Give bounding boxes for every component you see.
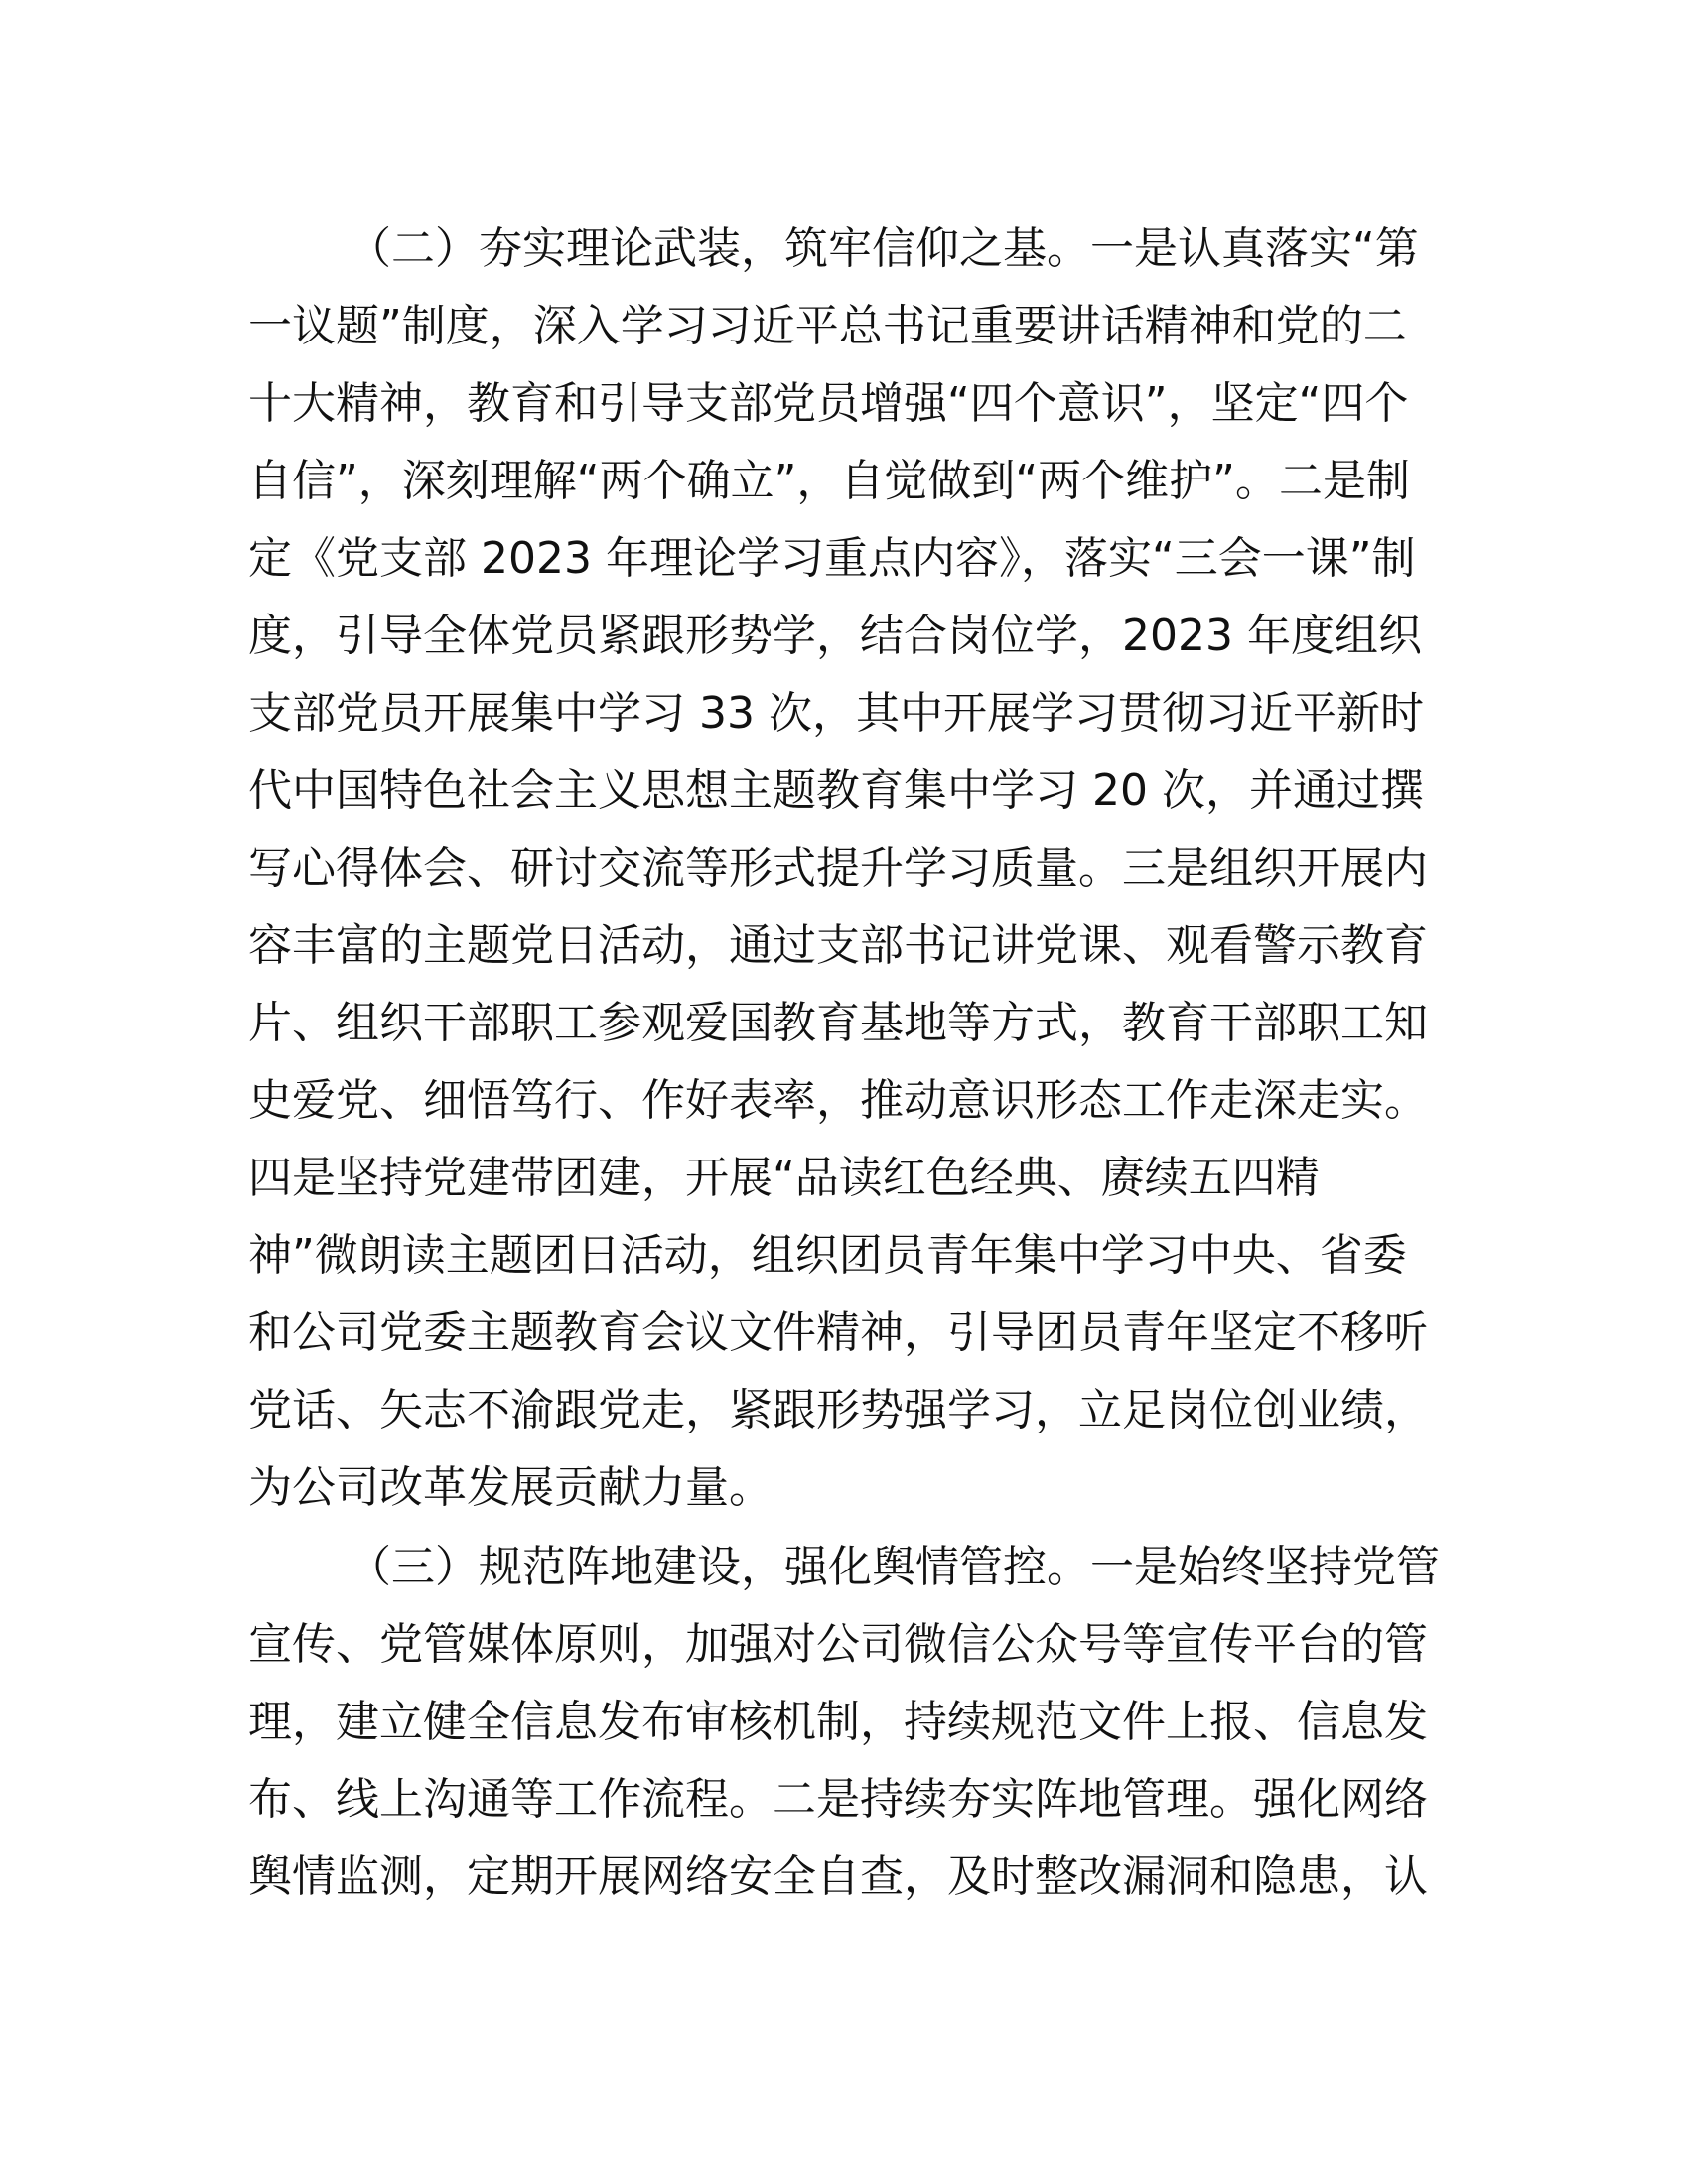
paragraph-line: 一议题”制度，深入学习习近平总书记重要讲话精神和党的二 xyxy=(248,301,1407,351)
paragraph-line: 代中国特色社会主义思想主题教育集中学习 20 次，并通过撰 xyxy=(248,765,1424,816)
paragraph-line: （三）规范阵地建设，强化舆情管控。一是始终坚持党管 xyxy=(348,1542,1440,1592)
paragraph-line: 定《党支部 2023 年理论学习重点内容》，落实“三会一课”制 xyxy=(248,533,1416,584)
paragraph-line: 史爱党、细悟笃行、作好表率，推动意识形态工作走深走实。 xyxy=(248,1075,1428,1126)
paragraph-line: （二）夯实理论武装，筑牢信仰之基。一是认真落实“第 xyxy=(348,223,1419,274)
paragraph-line: 自信”，深刻理解“两个确立”，自觉做到“两个维护”。二是制 xyxy=(248,456,1410,506)
paragraph-line: 片、组织干部职工参观爱国教育基地等方式，教育干部职工知 xyxy=(248,998,1428,1048)
paragraph-line: 写心得体会、研讨交流等形式提升学习质量。三是组织开展内 xyxy=(248,843,1428,893)
paragraph-position-building xyxy=(248,1529,1440,1916)
paragraph-line: 理，建立健全信息发布审核机制，持续规范文件上报、信息发 xyxy=(248,1697,1428,1747)
paragraph-theory-study xyxy=(248,210,1440,1527)
paragraph-line: 宣传、党管媒体原则，加强对公司微信公众号等宣传平台的管 xyxy=(248,1619,1428,1670)
paragraph-line: 度，引导全体党员紧跟形势学，结合岗位学，2023 年度组织 xyxy=(248,611,1422,661)
paragraph-line: 和公司党委主题教育会议文件精神，引导团员青年坚定不移听 xyxy=(248,1307,1428,1358)
paragraph-line: 为公司改革发展贡献力量。 xyxy=(248,1462,773,1513)
paragraph-line: 十大精神，教育和引导支部党员增强“四个意识”，坚定“四个 xyxy=(248,378,1409,429)
paragraph-line: 神”微朗读主题团日活动，组织团员青年集中学习中央、省委 xyxy=(248,1230,1407,1281)
paragraph-line: 支部党员开展集中学习 33 次，其中开展学习贯彻习近平新时 xyxy=(248,688,1424,739)
paragraph-line: 布、线上沟通等工作流程。二是持续夯实阵地管理。强化网络 xyxy=(248,1774,1428,1825)
paragraph-line: 四是坚持党建带团建，开展“品读红色经典、赓续五四精 xyxy=(248,1153,1320,1203)
paragraph-line: 党话、矢志不渝跟党走，紧跟形势强学习，立足岗位创业绩， xyxy=(248,1385,1428,1435)
paragraph-line: 舆情监测，定期开展网络安全自查，及时整改漏洞和隐患，认 xyxy=(248,1851,1428,1902)
paragraph-line: 容丰富的主题党日活动，通过支部书记讲党课、观看警示教育 xyxy=(248,920,1428,971)
